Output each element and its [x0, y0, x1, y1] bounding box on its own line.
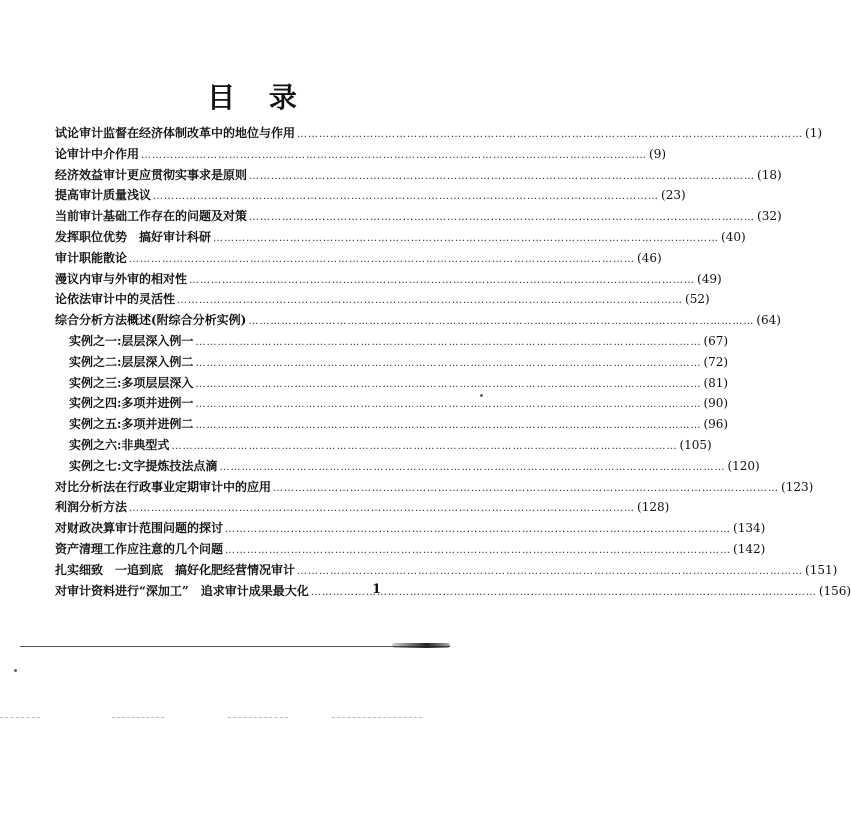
scan-dash-mark — [332, 717, 422, 718]
table-of-contents — [55, 124, 851, 602]
toc-leader — [127, 254, 637, 265]
page-number: 1 — [372, 582, 382, 597]
toc-entry-page: (72) — [703, 354, 729, 369]
toc-entry-title: 资产清理工作应注意的几个问题 — [55, 541, 224, 556]
toc-entry-page: (32) — [757, 209, 782, 224]
scan-dash-mark — [0, 717, 40, 718]
toc-entry-title: 漫议内审与外审的相对性 — [55, 271, 188, 286]
page-title: 目 录 — [207, 81, 309, 114]
toc-leader — [247, 171, 757, 182]
toc-entry-page: (1) — [805, 126, 823, 140]
toc-leader — [309, 587, 819, 598]
toc-leader — [295, 129, 805, 140]
toc-entry-title: 对审计资料进行“深加工” 追求审计成果最大化 — [55, 583, 309, 598]
toc-entry[interactable] — [55, 166, 782, 187]
toc-entry-page: (142) — [733, 541, 766, 556]
toc-entry-page: (52) — [685, 292, 710, 307]
toc-subentry[interactable] — [55, 415, 729, 436]
toc-entry-page: (90) — [703, 396, 729, 411]
toc-entry-page: (9) — [649, 146, 667, 161]
toc-entry-title: 审计职能散论 — [55, 250, 128, 265]
toc-entry[interactable] — [55, 249, 662, 270]
toc-entry[interactable] — [55, 478, 814, 499]
toc-entry-title: 论依法审计中的灵活性 — [55, 292, 176, 307]
toc-subentry[interactable] — [55, 353, 729, 374]
toc-entry[interactable] — [55, 290, 710, 311]
toc-entry-title: 论审计中介作用 — [55, 146, 140, 161]
toc-leader — [295, 566, 805, 577]
toc-leader — [193, 420, 703, 431]
toc-entry[interactable] — [55, 311, 781, 332]
toc-entry-page: (123) — [781, 479, 814, 494]
scan-edge-line — [20, 646, 450, 647]
scan-speck — [14, 669, 17, 672]
toc-entry[interactable] — [55, 270, 722, 291]
toc-leader — [139, 150, 649, 161]
toc-entry-title: 经济效益审计更应贯彻实事求是原则 — [55, 167, 248, 182]
toc-entry[interactable] — [55, 519, 766, 540]
toc-entry-title: 实例之一:层层深入例一 — [69, 333, 194, 348]
toc-subentry[interactable] — [55, 332, 729, 353]
toc-entry-page: (64) — [756, 313, 781, 328]
toc-entry-title: 综合分析方法概述(附综合分析实例) — [55, 313, 247, 328]
toc-entry-page: (120) — [727, 458, 760, 473]
toc-leader — [223, 545, 733, 556]
scan-dash-mark — [112, 717, 164, 718]
toc-entry-title: 试论审计监督在经济体制改革中的地位与作用 — [55, 126, 296, 140]
toc-leader — [187, 275, 697, 286]
toc-entry-title: 实例之五:多项并进例二 — [69, 417, 194, 432]
toc-entry-title: 扎实细致 一追到底 搞好化肥经营情况审计 — [55, 562, 296, 577]
toc-leader — [217, 462, 727, 473]
toc-entry-page: (49) — [697, 271, 722, 286]
toc-entry-title: 对比分析法在行政事业定期审计中的应用 — [55, 479, 272, 494]
toc-entry-page: (18) — [757, 167, 782, 182]
toc-entry-page: (46) — [637, 250, 662, 265]
toc-leader — [211, 233, 721, 244]
toc-subentry[interactable] — [55, 374, 729, 395]
toc-entry-page: (134) — [733, 521, 766, 536]
toc-entry-title: 对财政决算审计范围问题的探讨 — [55, 521, 224, 536]
toc-subentry[interactable] — [55, 436, 712, 457]
toc-entry-page: (81) — [703, 375, 729, 390]
toc-subentry[interactable] — [55, 394, 729, 415]
toc-entry-title: 实例之六:非典型式 — [69, 437, 170, 452]
toc-leader — [223, 524, 733, 535]
toc-entry-page: (128) — [637, 500, 670, 515]
scan-dash-mark — [228, 717, 288, 718]
toc-entry-title: 实例之四:多项并进例一 — [69, 396, 194, 411]
toc-leader — [193, 337, 703, 348]
scan-speck — [480, 394, 483, 397]
toc-subentry[interactable] — [55, 457, 760, 478]
toc-leader — [151, 191, 661, 202]
toc-leader — [175, 295, 685, 306]
toc-entry[interactable] — [55, 540, 766, 561]
toc-entry-page: (23) — [661, 188, 686, 203]
toc-entry[interactable] — [55, 207, 782, 228]
scan-smudge — [392, 643, 450, 648]
toc-entry[interactable] — [55, 228, 746, 249]
toc-leader — [193, 399, 703, 410]
toc-entry[interactable] — [55, 145, 667, 166]
toc-leader — [127, 503, 637, 514]
toc-leader — [193, 379, 703, 390]
toc-entry-title: 实例之三:多项层层深入 — [69, 375, 194, 390]
toc-entry-page: (67) — [703, 333, 729, 348]
toc-leader — [247, 212, 757, 223]
toc-entry-page: (105) — [679, 437, 712, 452]
toc-entry[interactable] — [55, 124, 823, 145]
toc-entry-page: (96) — [703, 417, 729, 432]
toc-entry-page: (151) — [805, 562, 838, 577]
toc-leader — [246, 316, 756, 327]
toc-entry[interactable] — [55, 582, 851, 603]
toc-entry-title: 提高审计质量浅议 — [55, 188, 152, 203]
toc-entry-page: (156) — [818, 583, 851, 598]
toc-leader — [193, 358, 703, 369]
toc-entry[interactable] — [55, 561, 838, 582]
toc-entry-title: 实例之二:层层深入例二 — [69, 354, 194, 369]
toc-leader — [271, 483, 781, 494]
toc-leader — [169, 441, 679, 452]
toc-entry-title: 发挥职位优势 搞好审计科研 — [55, 229, 212, 244]
toc-entry[interactable] — [55, 498, 670, 519]
toc-entry-title: 实例之七:文字提炼技法点滴 — [69, 458, 218, 473]
toc-entry-title: 当前审计基础工作存在的问题及对策 — [55, 209, 248, 224]
toc-entry-page: (40) — [721, 229, 746, 244]
toc-entry[interactable] — [55, 186, 686, 207]
toc-entry-title: 利润分析方法 — [55, 500, 128, 515]
